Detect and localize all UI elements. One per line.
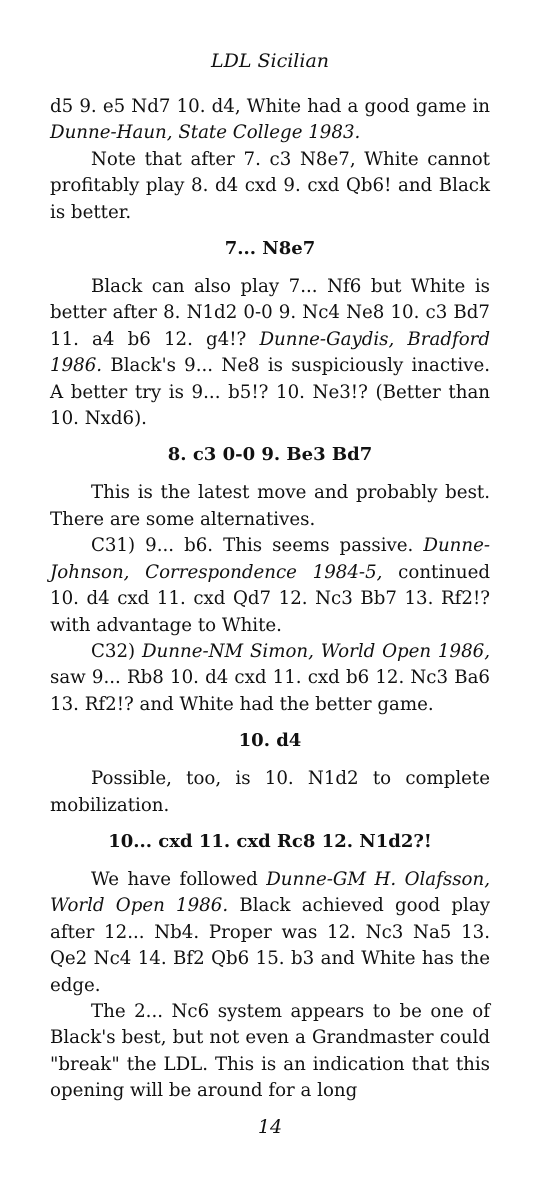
game-reference: Dunne-Gaydis, Bradford 1986. bbox=[50, 328, 490, 377]
text-run: continued 10. d4 cxd 11. cxd Qd7 12. Nc3 Bb7 13. Rf2!? with advantage to White. bbox=[50, 561, 490, 636]
paragraph-5 bbox=[50, 533, 490, 639]
move-heading: 10. d4 bbox=[238, 730, 302, 752]
page-number: 14 bbox=[257, 1116, 283, 1138]
paragraph-2: Note that after 7. c3 N8e7, White cannot profitably play 8. d4 cxd 9. cxd Qb6! and Black is better. bbox=[50, 148, 490, 223]
text-run: C31) 9... b6. This seems passive. bbox=[91, 535, 424, 557]
move-heading: 7... N8e7 bbox=[224, 238, 316, 260]
move-heading: 8. c3 0-0 9. Be3 Bd7 bbox=[167, 444, 373, 466]
text-run: C32) bbox=[91, 640, 142, 662]
move-heading: 10... cxd 11. cxd Rc8 12. N1d2?! bbox=[108, 830, 432, 852]
paragraph-7: Possible, too, is 10. N1d2 to complete mobilization. bbox=[50, 768, 490, 816]
paragraph-9: The 2... Nc6 system appears to be one of Black's best, but not even a Grandmaster could "break" the LDL. This is an indication that this opening will be around for a long bbox=[50, 1000, 490, 1102]
text-run: saw 9... Rb8 10. d4 cxd 11. cxd b6 12. Nc3 Ba6 13. Rf2!? and White had the better game. bbox=[50, 667, 490, 715]
text-run: Black can also play 7... Nf6 but White is better after 8. N1d2 0-0 9. Nc4 Ne8 10. c3 Bd7 11. a4 b6 12. g4!? bbox=[50, 276, 490, 350]
game-reference: Dunne-Haun, State College 1983. bbox=[50, 122, 361, 144]
paragraph-1 bbox=[50, 94, 490, 147]
running-header: LDL Sicilian bbox=[210, 50, 330, 72]
paragraph-3 bbox=[50, 274, 490, 432]
page-body bbox=[50, 94, 490, 1105]
paragraph-6 bbox=[50, 639, 490, 718]
text-run: Black achieved good play after 12... Nb4. Proper was 12. Nc3 Na5 13. Qe2 Nc4 14. Bf2 Qb6 15. b3 and White has the edge. bbox=[50, 895, 490, 996]
text-run: We have followed bbox=[91, 868, 267, 890]
game-reference: Dunne-NM Simon, World Open 1986, bbox=[141, 640, 490, 662]
game-reference: Dunne-Johnson, Correspondence 1984-5, bbox=[50, 535, 490, 583]
paragraph-8 bbox=[50, 867, 490, 999]
game-reference: Dunne-GM H. Olafsson, World Open 1986. bbox=[50, 868, 490, 917]
paragraph-4: This is the latest move and probably best. There are some alternatives. bbox=[50, 482, 490, 530]
text-run: d5 9. e5 Nd7 10. d4, White had a good game in bbox=[50, 96, 490, 117]
text-run: Black's 9... Ne8 is suspiciously inactive. A better try is 9... b5!? 10. Ne3!? (Better than 10. Nxd6). bbox=[50, 355, 490, 430]
